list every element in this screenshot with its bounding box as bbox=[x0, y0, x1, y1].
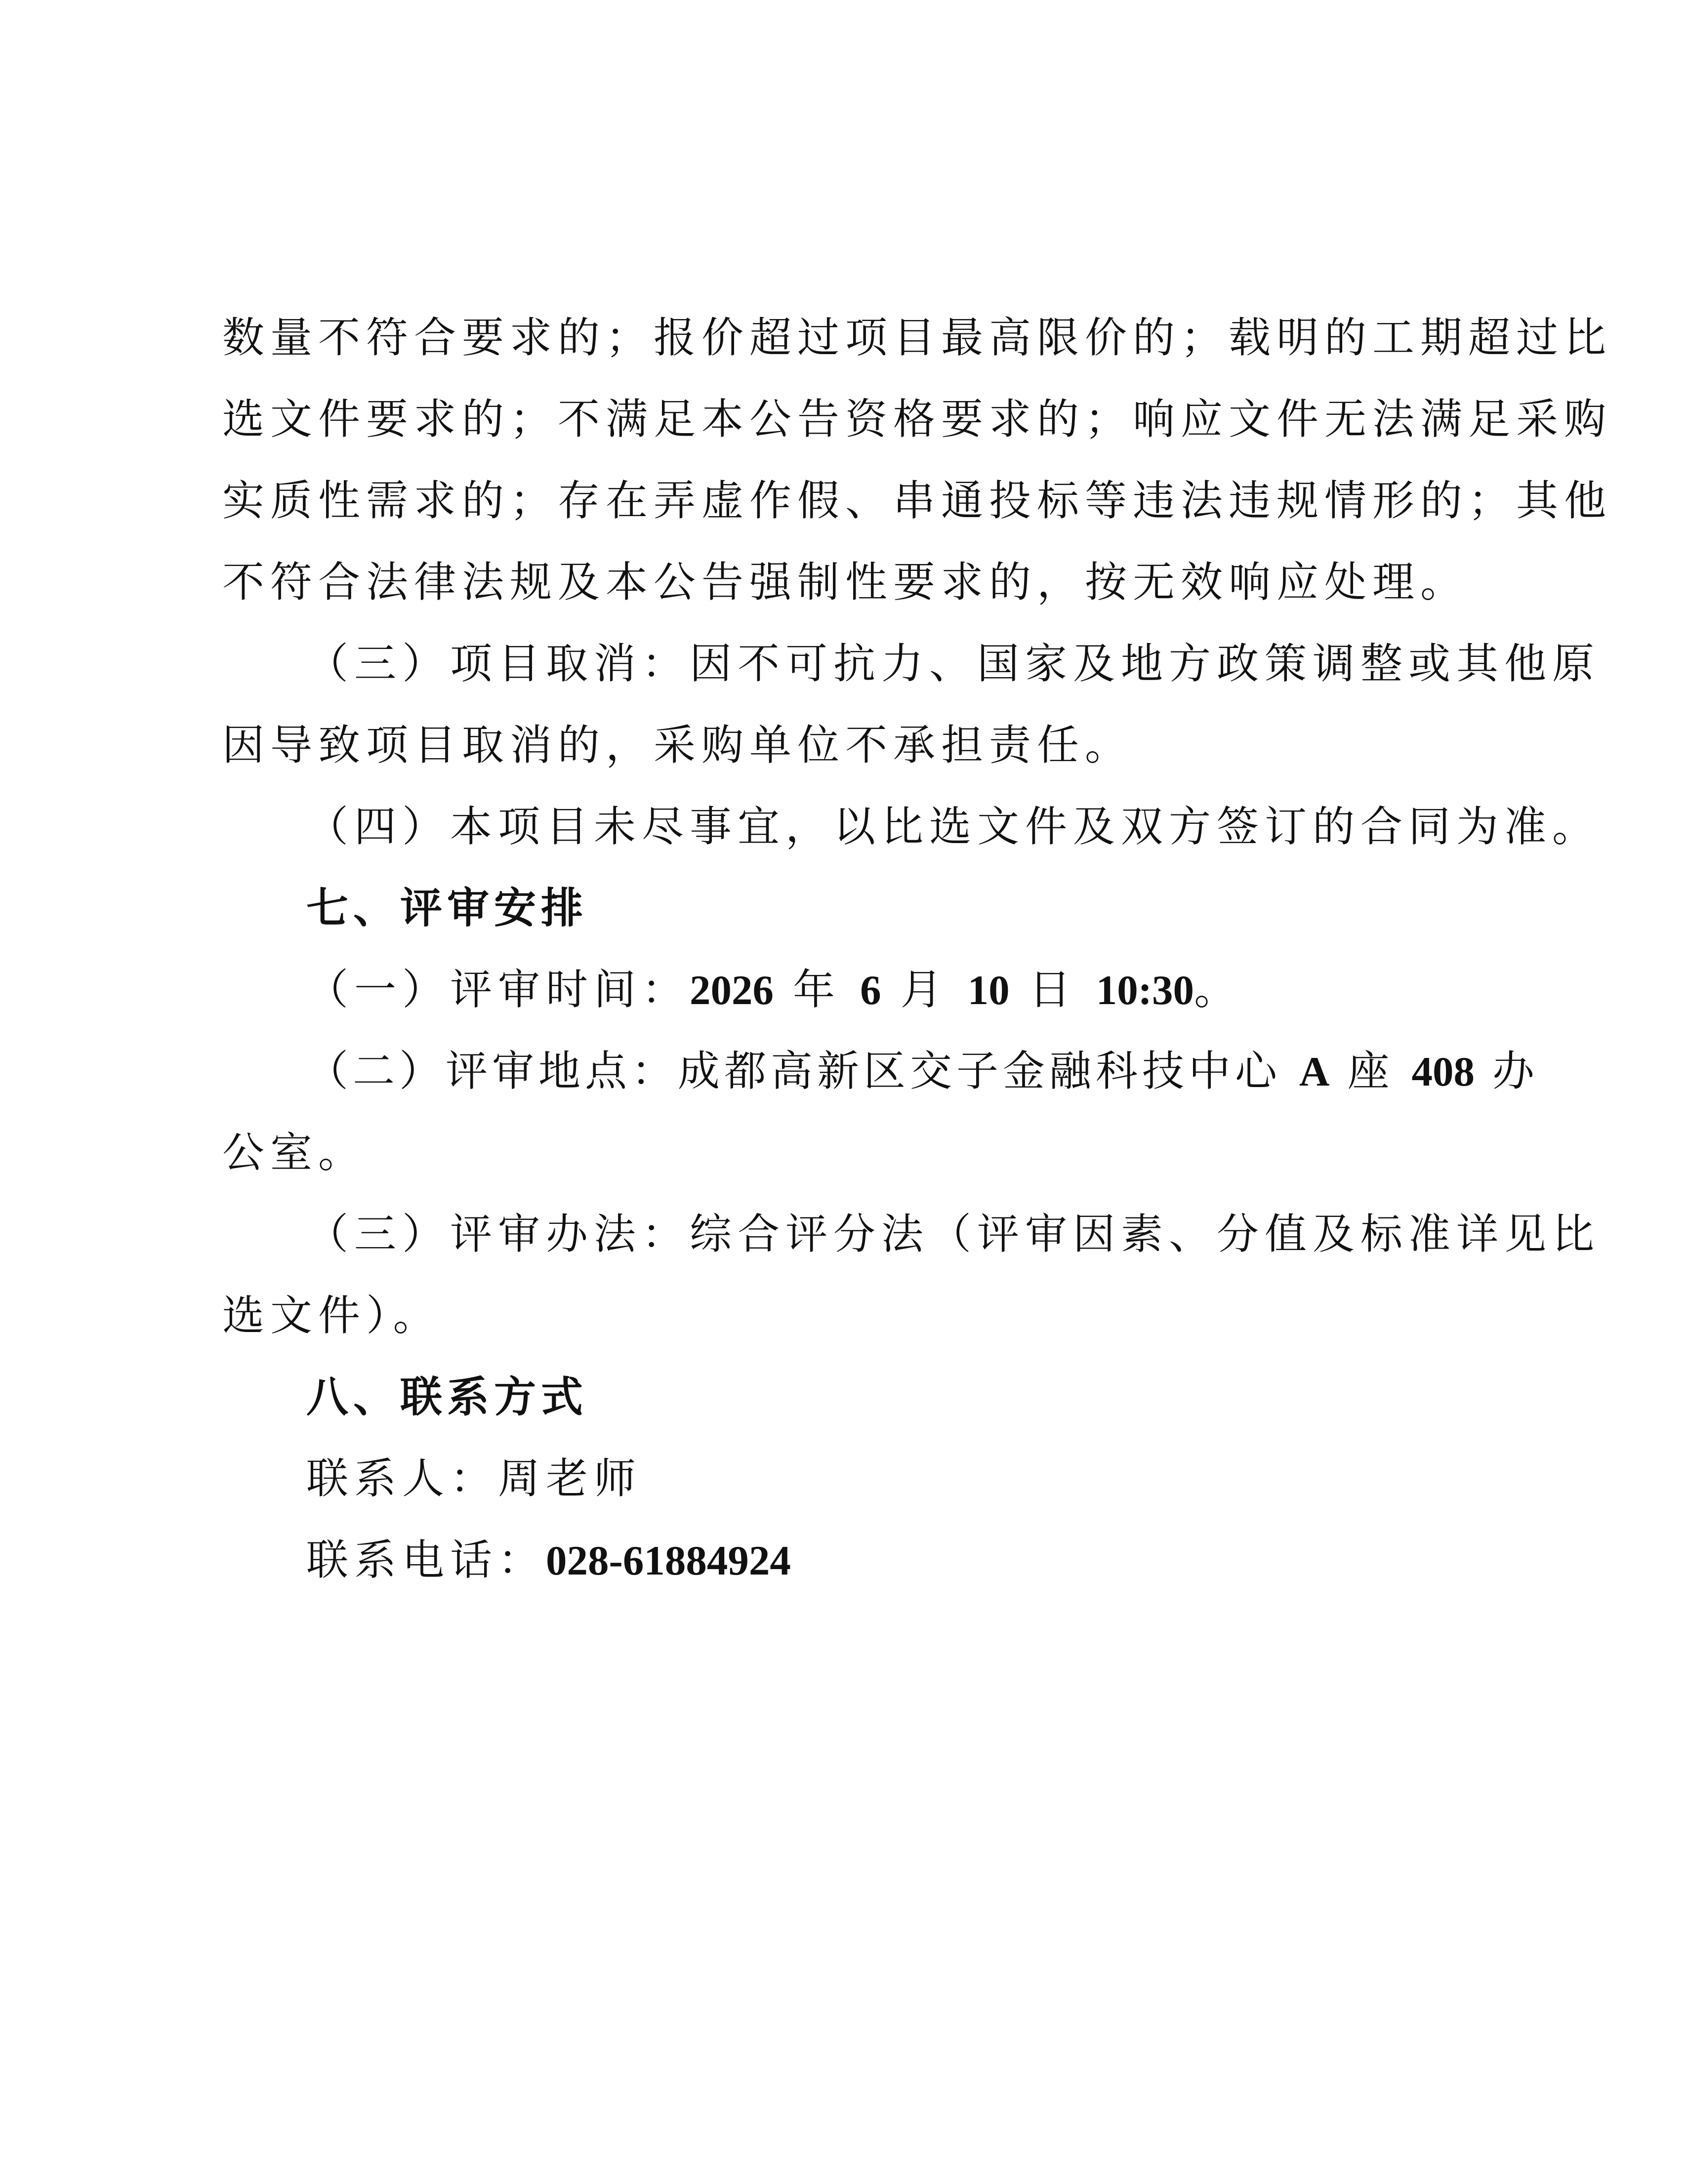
paragraph-line: （四）本项目未尽事宜，以比选文件及双方签订的合同为准。 bbox=[306, 803, 1601, 851]
phone-line bbox=[306, 1536, 1482, 1585]
review-place-suffix: 办 bbox=[1492, 1047, 1539, 1096]
month-unit: 月 bbox=[900, 966, 948, 1014]
phone-number: 028-61884924 bbox=[546, 1537, 791, 1584]
paragraph-line: 不符合法律法规及本公告强制性要求的，按无效响应处理。 bbox=[222, 558, 1469, 607]
contact-label: 联系人： bbox=[306, 1455, 498, 1503]
review-time-line bbox=[306, 966, 1482, 1015]
year-unit: 年 bbox=[793, 966, 841, 1014]
phone-label: 联系电话： bbox=[306, 1536, 546, 1585]
review-place-line bbox=[306, 1047, 1539, 1096]
contact-name: 周老师 bbox=[498, 1455, 642, 1503]
day-unit: 日 bbox=[1029, 966, 1077, 1014]
section-heading: 八、联系方式 bbox=[306, 1373, 588, 1422]
review-year: 2026 bbox=[690, 967, 774, 1013]
building-block: A bbox=[1299, 1049, 1330, 1095]
paragraph-line: 数量不符合要求的；报价超过项目最高限价的；载明的工期超过比 bbox=[222, 314, 1612, 363]
paragraph-line: 因导致项目取消的，采购单位不承担责任。 bbox=[222, 721, 1133, 770]
paragraph-line: 实质性需求的；存在弄虚作假、串通投标等违法违规情形的；其他 bbox=[222, 477, 1612, 526]
sentence-end: 。 bbox=[1194, 966, 1242, 1014]
building-unit: 座 bbox=[1347, 1047, 1394, 1096]
review-day: 10 bbox=[967, 967, 1010, 1013]
paragraph-line: （三）项目取消：因不可抗力、国家及地方政策调整或其他原 bbox=[306, 640, 1601, 688]
section-heading: 七、评审安排 bbox=[306, 884, 588, 933]
room-number: 408 bbox=[1411, 1049, 1475, 1095]
contact-line bbox=[306, 1455, 1482, 1504]
review-month: 6 bbox=[860, 967, 881, 1013]
review-clock: 10:30 bbox=[1096, 967, 1194, 1013]
review-place-prefix: （二）评审地点：成都高新区交子金融科技中心 bbox=[306, 1047, 1282, 1096]
paragraph-line: （三）评审办法：综合评分法（评审因素、分值及标准详见比 bbox=[306, 1210, 1601, 1259]
paragraph-line: 选文件）。 bbox=[222, 1292, 441, 1340]
review-time-label: （一）评审时间： bbox=[306, 966, 690, 1014]
paragraph-line: 公室。 bbox=[222, 1129, 367, 1177]
paragraph-line: 选文件要求的；不满足本公告资格要求的；响应文件无法满足采购 bbox=[222, 395, 1612, 444]
